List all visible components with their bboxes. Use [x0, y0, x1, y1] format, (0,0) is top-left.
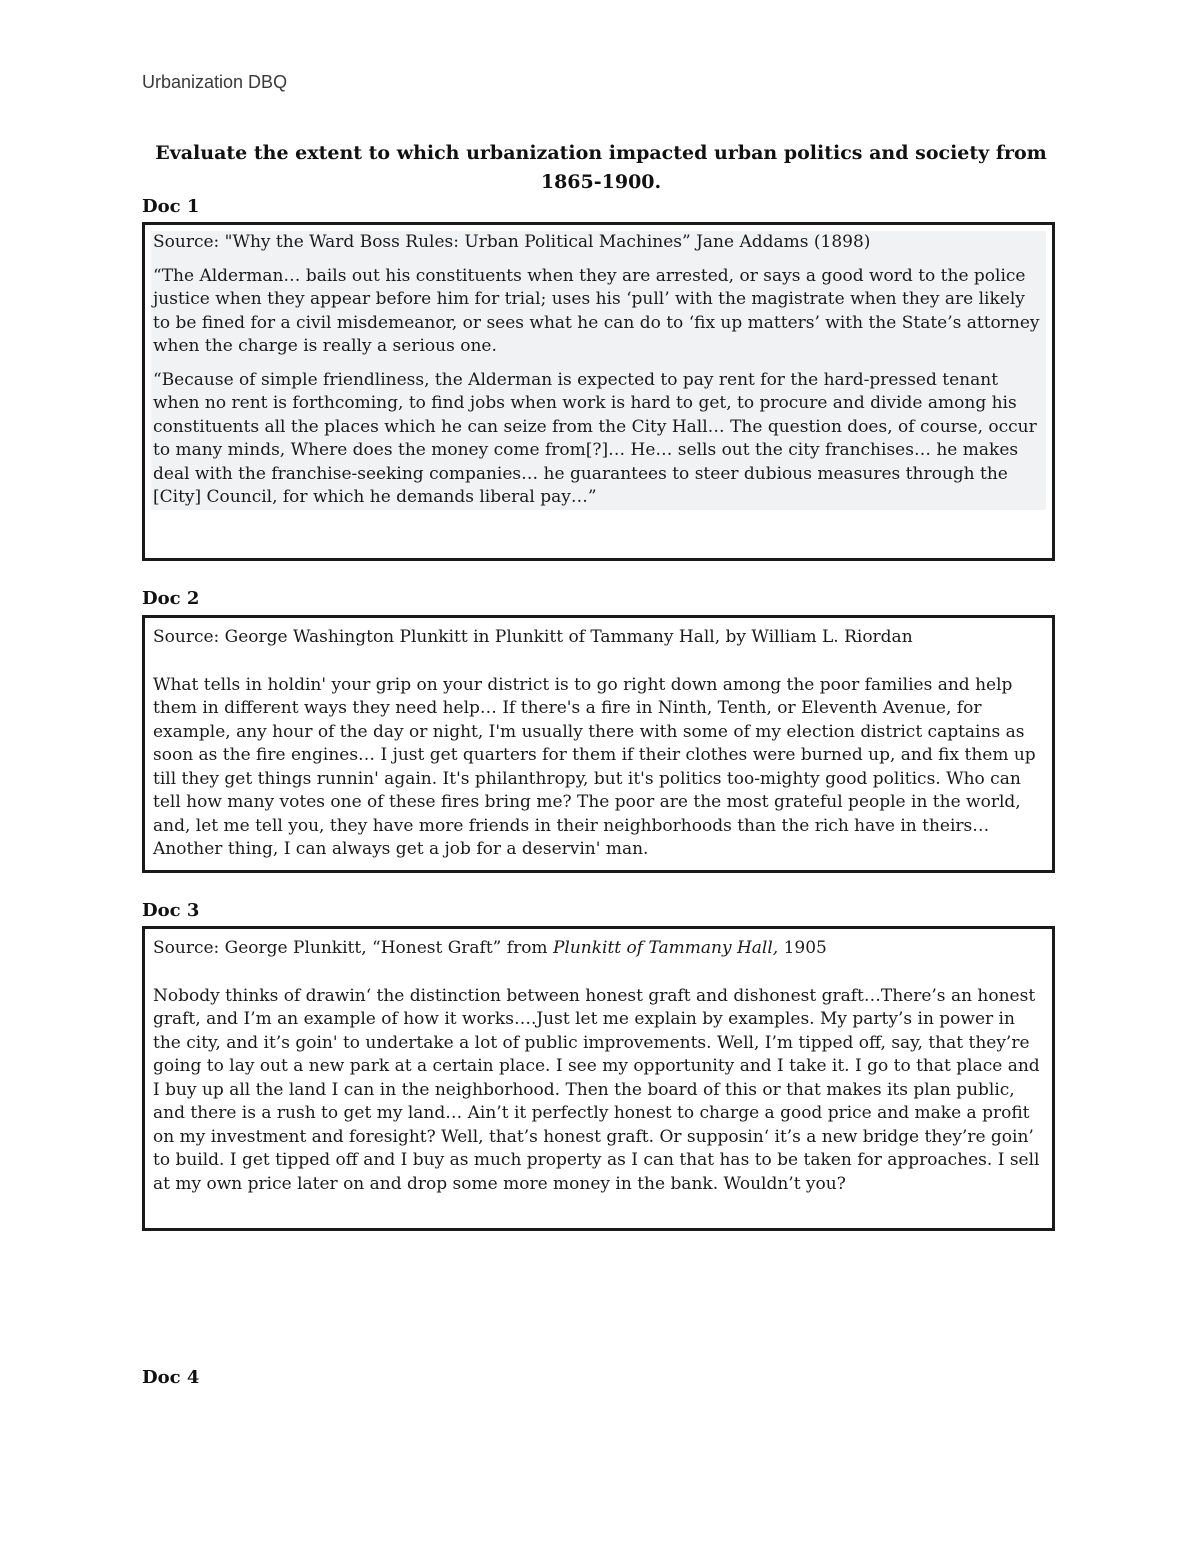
- doc-2-label: Doc 2: [142, 588, 200, 609]
- doc-2-paragraph-1: What tells in holdin' your grip on your district is to go right down among the poor families and help them in different ways they need help… If there's a fire in Ninth, Tenth, or Eleventh Avenue, for example, any hour of the day or night, I'm usually there with some of my election district captains as soon as the fire engines… I just get quarters for them if their clothes were burned up, and fix them up till they get things runnin' again. It's philanthropy, but it's politics too-mighty good politics. Who can tell how many votes one of these fires bring me? The poor are the most grateful people in the world, and, let me tell you, they have more friends in their neighborhoods than the rich have in theirs… Another thing, I can always get a job for a deservin' man.: [153, 674, 1036, 859]
- doc-1-source: Source: "Why the Ward Boss Rules: Urban Political Machines” Jane Addams (1898): [153, 232, 871, 252]
- document-header: Urbanization DBQ: [142, 72, 288, 92]
- doc-3-source-title: Plunkitt of Tammany Hall,: [552, 938, 779, 958]
- doc-3-label: Doc 3: [142, 900, 200, 921]
- doc-3-source: [153, 937, 1044, 961]
- doc-3-source-year: 1905: [778, 938, 827, 958]
- doc-1-label: Doc 1: [142, 196, 200, 217]
- doc-3-source-prefix: Source: George Plunkitt, “Honest Graft” from: [153, 938, 553, 958]
- doc-1-paragraph-1: “The Alderman… bails out his constituents when they are arrested, or says a good word to the police justice when they appear before him for trial; uses his ‘pull’ with the magistrate when they are likely to be fined for a civil misdemeanor, or sees what he can do to ‘fix up matters’ with the State’s attorney when the charge is really a serious one.: [153, 265, 1040, 356]
- doc-3-paragraph-1: Nobody thinks of drawin‘ the distinction between honest graft and dishonest graft…There’s an honest graft, and I’m an example of how it works….Just let me explain by examples. My party’s in power in the city, and it’s goin' to undertake a lot of public improvements. Well, I’m tipped off, say, that they’re going to lay out a new park at a certain place. I see my opportunity and I take it. I go to that place and I buy up all the land I can in the neighborhood. Then the board of this or that makes its plan public, and there is a rush to get my land… Ain’t it perfectly honest to charge a good price and make a profit on my investment and foresight? Well, that’s honest graft. Or supposin‘ it’s a new bridge they’re goin’ to build. I get tipped off and I buy as much property as I can that has to be taken for approaches. I sell at my own price later on and drop some more money in the bank. Wouldn’t you?: [153, 985, 1040, 1194]
- essay-prompt: Evaluate the extent to which urbanization impacted urban politics and society from 1865-1900.: [155, 142, 1047, 193]
- doc-1-paragraph-2: “Because of simple friendliness, the Alderman is expected to pay rent for the hard-pressed tenant when no rent is forthcoming, to find jobs when work is hard to get, to procure and divide among his constituents all the places which he can seize from the City Hall… The question does, of course, occur to many minds, Where does the money come from[?]… He… sells out the city franchises… he makes deal with the franchise-seeking companies… he guarantees to steer dubious measures through the [City] Council, for which he demands liberal pay…”: [153, 369, 1037, 507]
- doc-2-box: [142, 615, 1055, 873]
- doc-1-excerpt: [151, 231, 1046, 510]
- doc-2-source: Source: George Washington Plunkitt in Plunkitt of Tammany Hall, by William L. Riordan: [153, 627, 913, 647]
- doc-1-box: [142, 222, 1055, 561]
- doc-3-box: [142, 926, 1055, 1231]
- doc-4-label: Doc 4: [142, 1367, 200, 1388]
